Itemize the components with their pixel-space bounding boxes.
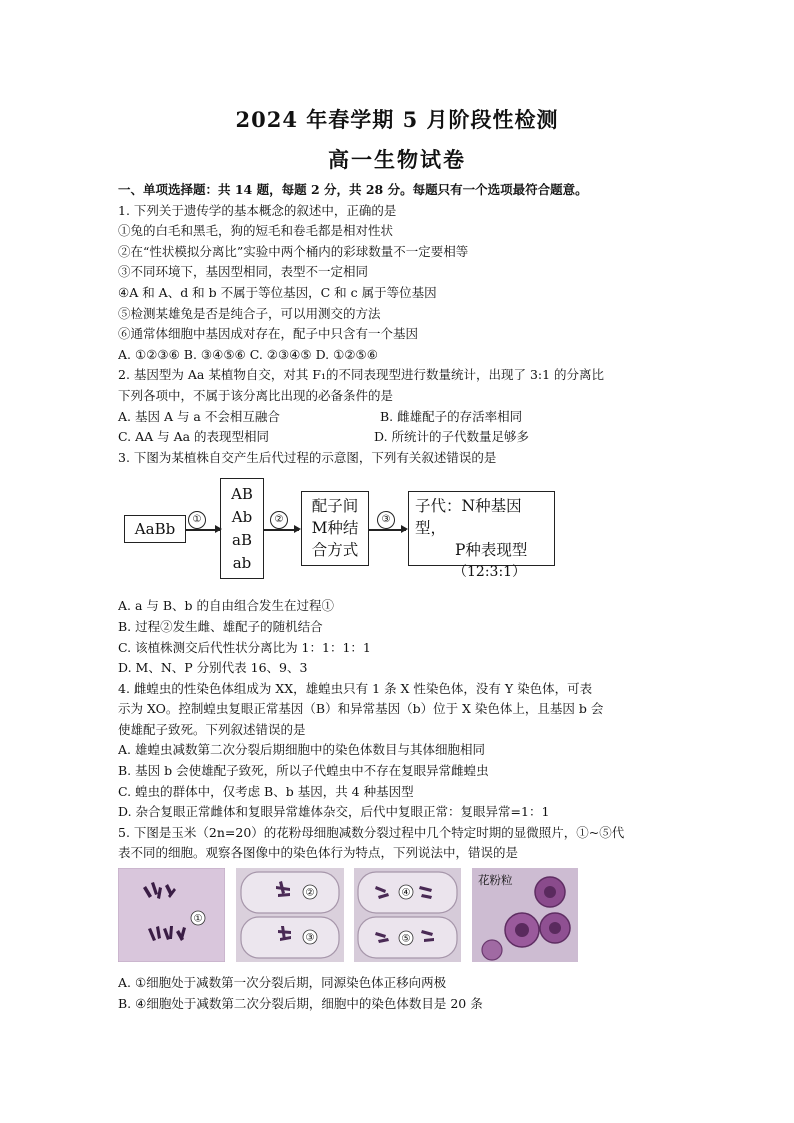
q1-options: A. ①②③⑥ B. ③④⑤⑥ C. ②③④⑤ D. ①②⑤⑥ <box>118 346 378 362</box>
q5-stem: 表不同的细胞。观察各图像中的染色体行为特点，下列说法中，错误的是 <box>118 845 519 861</box>
q5-micrographs <box>118 868 688 968</box>
q2-stem: 2. 基因型为 Aa 某植物自交，对其 F₁的不同表现型进行数量统计，出现了 3:1 的分离比 <box>118 367 605 383</box>
step-1-label: ① <box>188 511 206 529</box>
micrograph-pollen <box>472 868 578 962</box>
micrograph-1 <box>118 868 225 962</box>
gamete: ab <box>232 554 252 573</box>
q4-stem: 4. 雌蝗虫的性染色体组成为 XX，雄蝗虫只有 1 条 X 性染色体，没有 Y 染色体，可表 <box>118 680 593 696</box>
pollen-label: 花粉粒 <box>478 873 513 888</box>
q2-options-row <box>118 427 688 448</box>
step-2-label: ② <box>270 511 288 529</box>
photo-label: ① <box>193 913 203 925</box>
gametes-box <box>220 478 264 579</box>
q3-option-c: C. 该植株测交后代性状分离比为 1：1：1：1 <box>118 639 371 655</box>
q1-item: ④A 和 A、d 和 b 不属于等位基因，C 和 c 属于等位基因 <box>118 284 437 300</box>
combination-box <box>301 491 369 566</box>
q1-item: ⑤检测某雄兔是否是纯合子，可以用测交的方法 <box>118 305 381 321</box>
exam-content <box>118 180 688 1014</box>
arrow-2 <box>264 529 299 530</box>
q2-stem: 下列各项中，不属于该分离比出现的必备条件的是 <box>118 387 394 403</box>
q2-options-row <box>118 407 688 428</box>
photo-label: ④ <box>401 887 411 899</box>
q3-option-a: A. a 与 B、b 的自由组合发生在过程① <box>118 598 335 614</box>
q5-option-a: A. ①细胞处于减数第一次分裂后期，同源染色体正移向两极 <box>118 975 447 991</box>
micrograph-2 <box>236 868 344 962</box>
q5-option-b: B. ④细胞处于减数第二次分裂后期，细胞中的染色体数目是 20 条 <box>118 995 483 1011</box>
q1-item: ②在“性状模拟分离比”实验中两个桶内的彩球数量不一定要相等 <box>118 243 469 259</box>
q1-item: ①兔的白毛和黑毛，狗的短毛和卷毛都是相对性状 <box>118 223 394 239</box>
section-heading: 一、单项选择题：共 14 题，每题 2 分，共 28 分。每题只有一个选项最符合题意。 <box>118 182 588 197</box>
offspring-box <box>408 491 555 581</box>
photo-label: ⑤ <box>401 933 411 945</box>
offspring-ratio: （12:3:1） <box>453 564 527 581</box>
q1-stem: 1. 下列关于遗传学的基本概念的叙述中，正确的是 <box>118 202 397 218</box>
offspring-text: 子代：N种基因型， <box>415 497 522 538</box>
q4-option-c: C. 蝗虫的群体中，仅考虑 B、b 基因，共 4 种基因型 <box>118 783 414 799</box>
parent-genotype-box: AaBb <box>124 515 186 543</box>
photo-label: ② <box>305 887 315 899</box>
q3-option-b: B. 过程②发生雌、雄配子的随机结合 <box>118 618 323 634</box>
micrograph-3 <box>354 868 461 962</box>
q2-option-d: D. 所统计的子代数量足够多 <box>374 429 530 445</box>
combination-text: M种结 <box>311 519 359 538</box>
gamete: AB <box>231 485 253 504</box>
q4-stem: 示为 XO。控制蝗虫复眼正常基因（B）和异常基因（b）位于 X 染色体上，且基因 b 会 <box>118 701 604 717</box>
q1-item: ⑥通常体细胞中基因成对存在，配子中只含有一个基因 <box>118 326 419 342</box>
q2-option-c: C. AA 与 Aa 的表现型相同 <box>118 429 270 445</box>
gamete: aB <box>232 531 252 550</box>
q5-stem: 5. 下图是玉米（2n=20）的花粉母细胞减数分裂过程中几个特定时期的显微照片，①~⑤代 <box>118 824 625 840</box>
gamete: Ab <box>231 508 253 527</box>
step-3-label: ③ <box>377 511 395 529</box>
q2-option-b: B. 雌雄配子的存活率相同 <box>380 408 523 424</box>
q3-stem: 3. 下图为某植株自交产生后代过程的示意图，下列有关叙述错误的是 <box>118 449 497 465</box>
combination-text: 配子间 <box>311 497 359 516</box>
q4-option-b: B. 基因 b 会使雄配子致死，所以子代蝗虫中不存在复眼异常雌蝗虫 <box>118 763 489 779</box>
offspring-text: P种表现型 <box>455 541 528 560</box>
q3-flow-diagram <box>118 475 688 592</box>
q3-option-d: D. M、N、P 分别代表 16、9、3 <box>118 660 308 676</box>
arrow-1 <box>186 529 220 530</box>
exam-title: 2024 年春学期 5 月阶段性检测 <box>235 107 559 132</box>
q4-option-a: A. 雄蝗虫减数第二次分裂后期细胞中的染色体数目与其体细胞相同 <box>118 742 485 758</box>
exam-subtitle: 高一生物试卷 <box>328 147 466 172</box>
arrow-3 <box>369 529 406 530</box>
q2-option-a: A. 基因 A 与 a 不会相互融合 <box>118 408 280 424</box>
photo-label: ③ <box>305 932 315 944</box>
q4-stem: 使雄配子致死。下列叙述错误的是 <box>118 721 306 737</box>
q1-item: ③不同环境下，基因型相同，表型不一定相同 <box>118 264 369 280</box>
q4-option-d: D. 杂合复眼正常雌体和复眼异常雄体杂交，后代中复眼正常：复眼异常=1：1 <box>118 804 550 820</box>
combination-text: 合方式 <box>311 541 359 560</box>
